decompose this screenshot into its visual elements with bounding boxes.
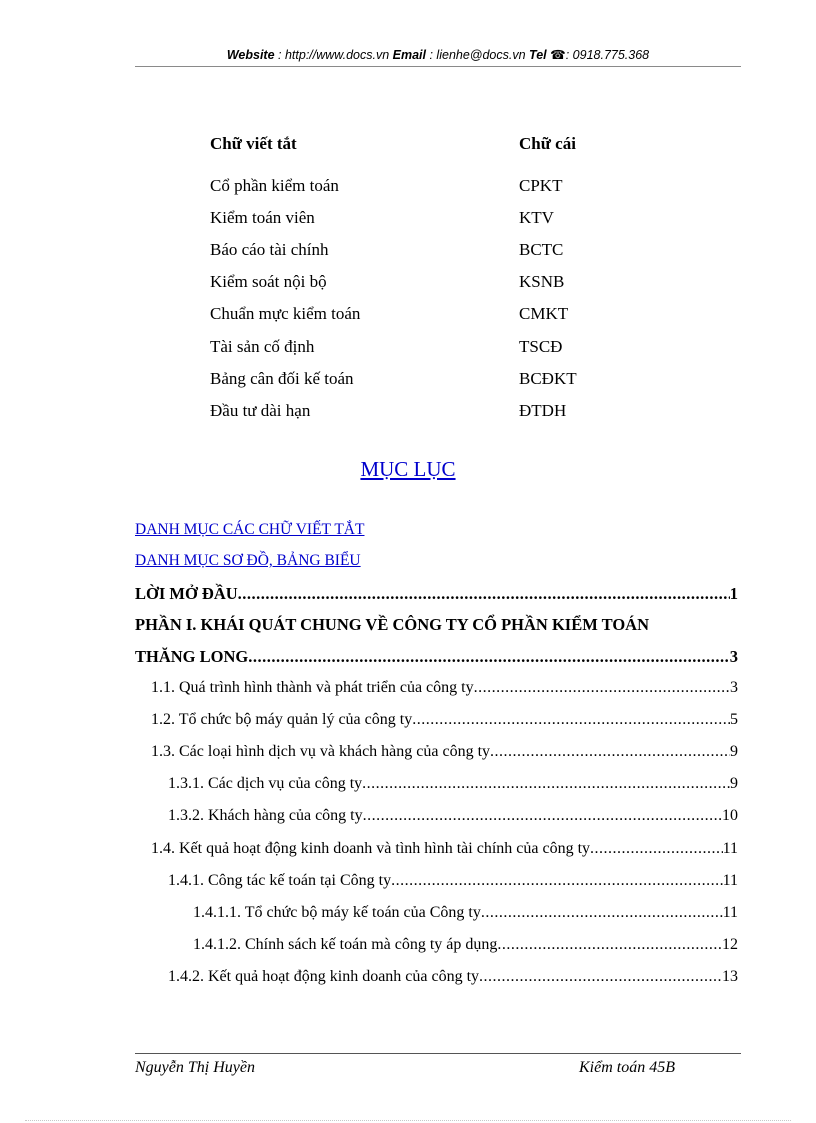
toc-entry[interactable]: 1.4.2. Kết quả hoạt động kinh doanh của công ty ..... 13 (168, 968, 738, 986)
footer-class: Kiểm toán 45B (579, 1059, 675, 1076)
abbr-short: ĐTDH (519, 401, 567, 420)
abbr-short: KSNB (519, 272, 565, 291)
toc-link-diagrams[interactable]: DANH MỤC SƠ ĐỒ, BẢNG BIỂU (135, 552, 361, 569)
abbr-column-short-header: Chữ cái (519, 134, 576, 153)
footer-author: Nguyễn Thị Huyền (135, 1059, 255, 1076)
toc-entry-intro[interactable]: LỜI MỞ ĐẦU ..... 1 (135, 584, 738, 604)
toc-entry-part1[interactable]: THĂNG LONG ..... 3 (135, 647, 738, 667)
toc-entry[interactable]: 1.4.1.1. Tổ chức bộ máy kế toán của Công ty ..... 11 (193, 904, 738, 922)
abbr-full: Báo cáo tài chính (210, 240, 329, 259)
abbr-short: BCĐKT (519, 369, 577, 388)
abbr-short: KTV (519, 208, 554, 227)
phone-icon: ☎ (550, 48, 566, 62)
toc-link-abbreviations[interactable]: DANH MỤC CÁC CHỮ VIẾT TẮT (135, 521, 365, 538)
website-label: Website (226, 48, 275, 62)
page-bottom-border (25, 1120, 791, 1121)
abbr-short: BCTC (519, 240, 564, 259)
abbr-short: CPKT (519, 176, 563, 195)
header-divider (135, 66, 741, 67)
email-label: Email (392, 48, 427, 62)
abbr-short: TSCĐ (519, 337, 563, 356)
abbr-full: Bảng cân đối kế toán (210, 369, 354, 388)
abbr-column-full-header: Chữ viết tắt (210, 134, 297, 153)
abbr-full: Chuẩn mực kiểm toán (210, 304, 361, 323)
tel-value: : 0918.775.368 (565, 48, 650, 62)
toc-entry[interactable]: 1.4. Kết quả hoạt động kinh doanh và tình hình tài chính của công ty ..... 11 (151, 840, 738, 858)
toc-entry[interactable]: 1.4.1. Công tác kế toán tại Công ty ..... 11 (168, 872, 738, 890)
toc-entry-part1-line1[interactable]: PHẦN I. KHÁI QUÁT CHUNG VỀ CÔNG TY CỔ PHẦN KIỂM TOÁN (135, 615, 649, 634)
toc-entry[interactable]: 1.1. Quá trình hình thành và phát triển của công ty ..... 3 (151, 679, 738, 697)
toc-entry[interactable]: 1.4.1.2. Chính sách kế toán mà công ty áp dụng ..... 12 (193, 936, 738, 954)
toc-title (0, 457, 816, 482)
abbr-full: Đầu tư dài hạn (210, 401, 311, 420)
abbr-full: Kiểm soát nội bộ (210, 272, 327, 291)
footer-divider (135, 1053, 741, 1054)
toc-entry[interactable]: 1.3.1. Các dịch vụ của công ty ..... 9 (168, 775, 738, 793)
toc-entry[interactable]: 1.3. Các loại hình dịch vụ và khách hàng của công ty ..... 9 (151, 743, 738, 761)
abbr-full: Cổ phần kiểm toán (210, 176, 339, 195)
page-header (135, 47, 741, 62)
toc-entry[interactable]: 1.2. Tổ chức bộ máy quản lý của công ty ..... 5 (151, 711, 738, 729)
toc-title-text[interactable]: MỤC LỤC (360, 457, 456, 481)
email-value: : lienhe@docs.vn (426, 48, 530, 62)
abbr-full: Tài sản cố định (210, 337, 315, 356)
website-value: : http://www.docs.vn (274, 48, 393, 62)
abbr-full: Kiểm toán viên (210, 208, 315, 227)
toc-entry[interactable]: 1.3.2. Khách hàng của công ty ..... 10 (168, 807, 738, 825)
tel-label: Tel (529, 48, 547, 62)
abbr-short: CMKT (519, 304, 569, 323)
